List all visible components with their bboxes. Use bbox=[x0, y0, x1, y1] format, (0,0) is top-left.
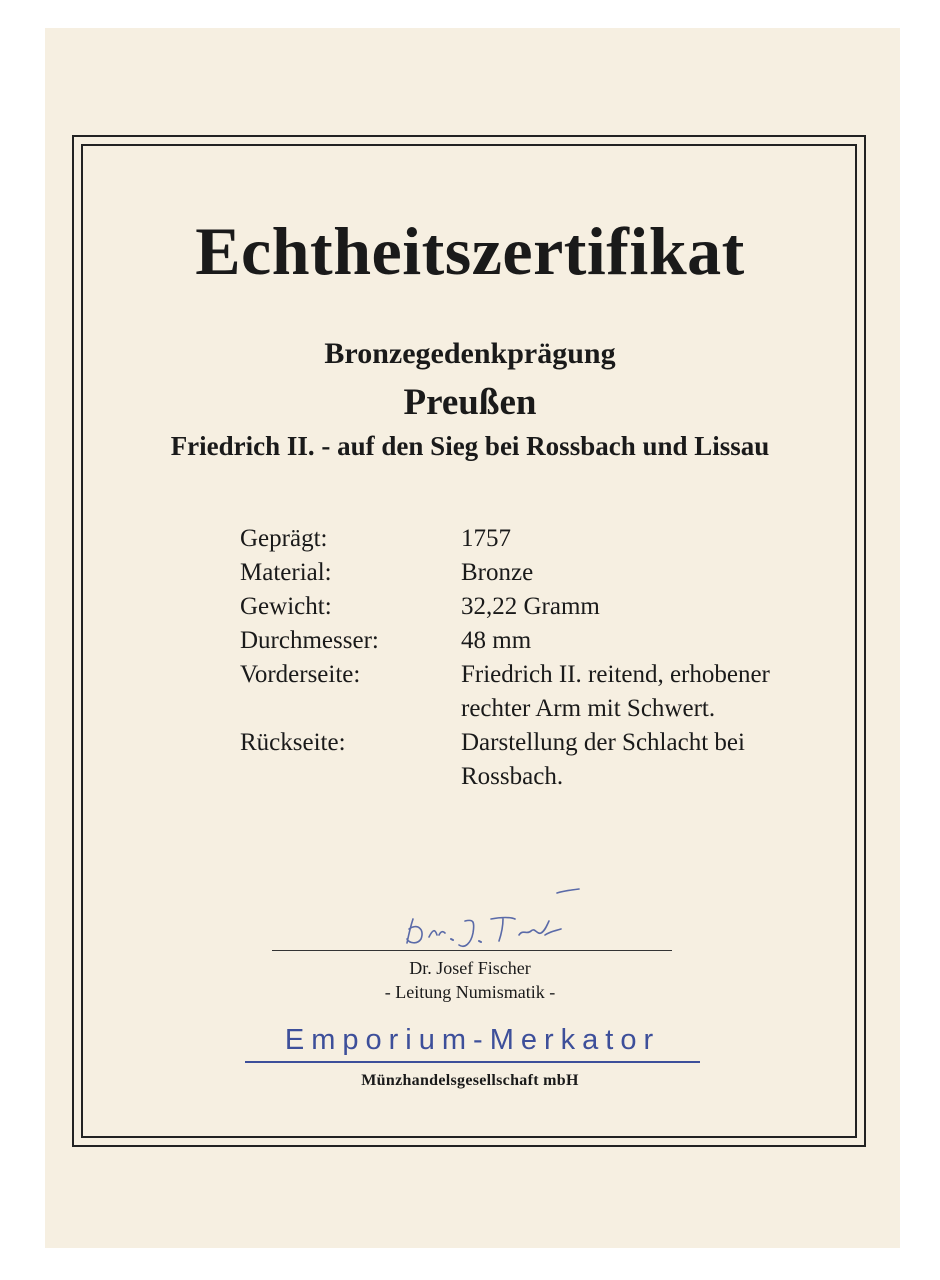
spec-row-obverse bbox=[240, 658, 840, 726]
spec-label: Gewicht: bbox=[240, 593, 332, 620]
spec-row-weight bbox=[240, 590, 840, 624]
spec-label: Vorderseite: bbox=[240, 661, 361, 688]
signer-role: - Leitung Numismatik - bbox=[384, 982, 556, 1002]
spec-label: Durchmesser: bbox=[240, 627, 379, 654]
handwritten-signature bbox=[395, 885, 595, 955]
medal-theme: Friedrich II. - auf den Sieg bei Rossbach und Lissau bbox=[170, 431, 770, 461]
spec-value-line: Rossbach. bbox=[461, 763, 564, 790]
certificate-subtitle: Bronzegedenkprägung bbox=[324, 337, 616, 370]
spec-row-diameter bbox=[240, 624, 840, 658]
company-subtitle: Münzhandelsgesellschaft mbH bbox=[361, 1072, 579, 1089]
spec-label: Geprägt: bbox=[240, 525, 328, 552]
company-logo: Emporium-Merkator bbox=[284, 1024, 661, 1056]
spec-value-line: Darstellung der Schlacht bei bbox=[461, 729, 745, 756]
spec-value: 32,22 Gramm bbox=[461, 593, 600, 620]
spec-value: Bronze bbox=[461, 559, 534, 586]
spec-row-reverse bbox=[240, 726, 840, 794]
company-underline bbox=[245, 1061, 700, 1063]
spec-value-line: Friedrich II. reitend, erhobener bbox=[461, 661, 770, 688]
spec-value bbox=[461, 658, 840, 726]
spec-value-line: rechter Arm mit Schwert. bbox=[461, 695, 716, 722]
certificate-title: Echtheitszertifikat bbox=[195, 213, 745, 289]
signer-name: Dr. Josef Fischer bbox=[409, 958, 531, 978]
specs-table bbox=[240, 522, 840, 794]
spec-label: Rückseite: bbox=[240, 729, 346, 756]
spec-row-material bbox=[240, 556, 840, 590]
spec-label: Material: bbox=[240, 559, 332, 586]
spec-value bbox=[461, 726, 840, 794]
signer-block bbox=[0, 956, 940, 1004]
country-heading: Preußen bbox=[403, 382, 537, 423]
spec-value: 1757 bbox=[461, 525, 511, 552]
spec-row-minted bbox=[240, 522, 840, 556]
spec-value: 48 mm bbox=[461, 627, 532, 654]
signature-line bbox=[272, 950, 672, 951]
